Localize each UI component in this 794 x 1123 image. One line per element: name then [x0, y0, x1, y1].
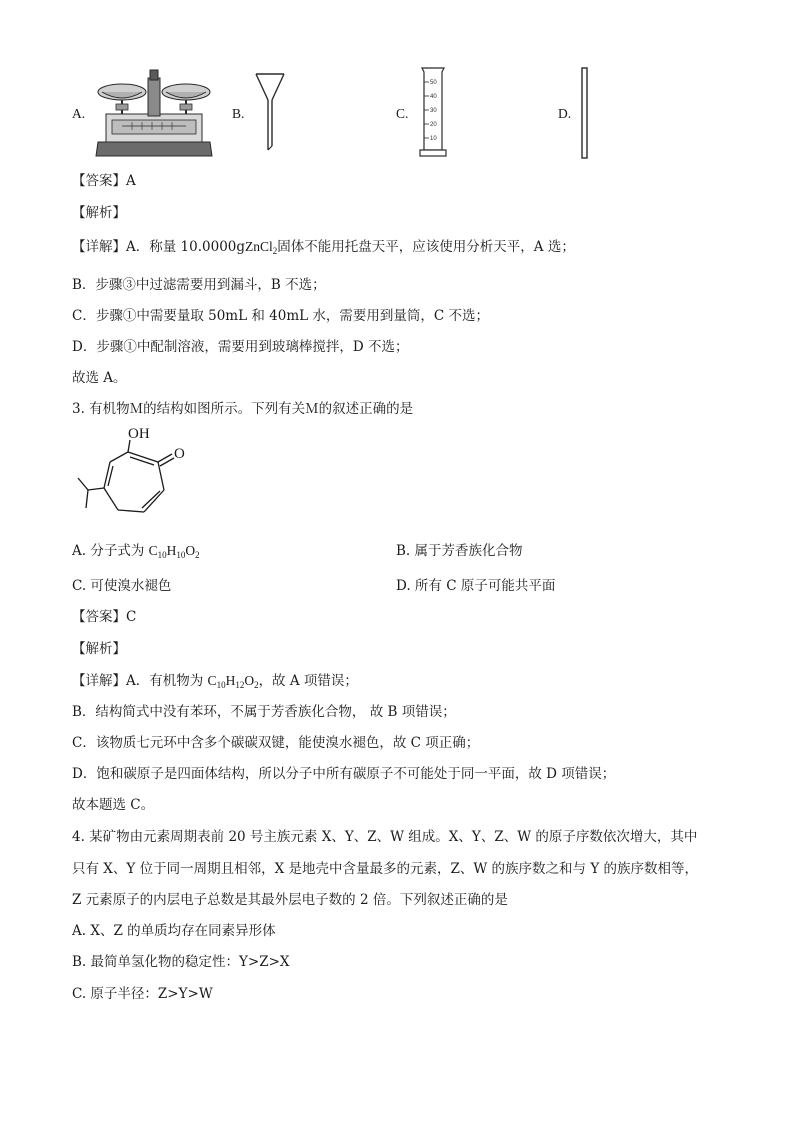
molecule-m-structure [72, 428, 202, 524]
glass-rod-image [580, 68, 590, 160]
q2-detail-a-prefix: 【详解】A．称量 10.0000g [72, 239, 246, 255]
q2-detail-d: D．步骤①中配制溶液，需要用到玻璃棒搅拌，D 不选； [72, 339, 409, 355]
cylinder-tick-label: 20 [430, 122, 437, 128]
option-a-label: A. [72, 106, 86, 121]
hydroxyl-label: OH [128, 426, 150, 442]
q4-option-c: C. 原子半径：Z>Y>W [72, 986, 213, 1002]
q2-answer: 【答案】A [72, 173, 136, 189]
q4-option-a: A. X、Z 的单质均存在同素异形体 [72, 923, 276, 939]
q3-detail-c: C．该物质七元环中含多个碳碳双键，能使溴水褪色，故 C 项正确； [72, 735, 480, 751]
q3-detail-a: 【详解】A．有机物为 $C_{10}H_{12}O_2$，故 A 项错误； [72, 673, 358, 690]
cylinder-tick-label: 30 [430, 108, 437, 114]
cylinder-tick-label: 40 [430, 94, 437, 100]
q3-detail-b: B．结构简式中没有苯环，不属于芳香族化合物， 故 B 项错误； [72, 704, 456, 720]
q2-detail-a-suffix: 固体不能用托盘天平，应该使用分析天平，A 选； [277, 239, 575, 255]
option-c-label: C. [396, 106, 409, 121]
q3-detail-d: D．饱和碳原子是四面体结构，所以分子中所有碳原子不可能处于同一平面，故 D 项错误； [72, 766, 616, 782]
funnel-image [252, 72, 288, 154]
q4-stem-line-1: 4. 某矿物由元素周期表前 20 号主族元素 X、Y、Z、W 组成。X、Y、Z、W 的原子序数依次增大，其中 [72, 829, 698, 845]
q2-detail-a [72, 238, 575, 260]
q4-option-b: B. 最简单氢化物的稳定性：Y>Z>X [72, 954, 290, 970]
q3-option-c: C. 可使溴水褪色 [72, 578, 172, 594]
balance-scale-image [92, 68, 216, 160]
carbonyl-oxygen-label: O [174, 446, 185, 462]
q3-analysis-heading: 【解析】 [72, 641, 126, 657]
c10h10o2-formula: $C_{10}H_{10}O_2$ [148, 543, 200, 560]
q3-option-d: D. 所有 C 原子可能共平面 [396, 578, 556, 594]
q3-option-b: B. 属于芳香族化合物 [396, 543, 523, 559]
c10h12o2-formula: $C_{10}H_{12}O_2$ [207, 673, 259, 690]
q3-stem: 3. 有机物Ｍ的结构如图所示。下列有关Ｍ的叙述正确的是 [72, 401, 414, 417]
q2-detail-b: B．步骤③中过滤需要用到漏斗，B 不选； [72, 277, 326, 293]
q3-conclusion: 故本题选 C。 [72, 797, 155, 813]
q4-stem-line-2: 只有 X、Y 位于同一周期且相邻，X 是地壳中含量最多的元素，Z、W 的族序数之和与 Y 的族序数相等， [72, 861, 699, 877]
q2-detail-c: C．步骤①中需要量取 50mL 和 40mL 水，需要用到量筒，C 不选； [72, 308, 490, 324]
graduated-cylinder-image [418, 66, 448, 158]
q4-stem-line-3: Z 元素原子的内层电子总数是其最外层电子数的 2 倍。下列叙述正确的是 [72, 892, 508, 908]
q3-answer: 【答案】C [72, 609, 137, 625]
option-b-label: B. [232, 106, 245, 121]
q2-analysis-heading: 【解析】 [72, 205, 126, 221]
option-d-label: D. [558, 106, 572, 121]
zncl2-formula: ZnCl$_2$ [245, 239, 278, 256]
cylinder-tick-label: 50 [430, 80, 437, 86]
q3-option-a: A. 分子式为 $C_{10}H_{10}O_2$ [72, 543, 200, 560]
q2-conclusion: 故选 A。 [72, 370, 127, 386]
cylinder-tick-label: 10 [430, 136, 437, 142]
